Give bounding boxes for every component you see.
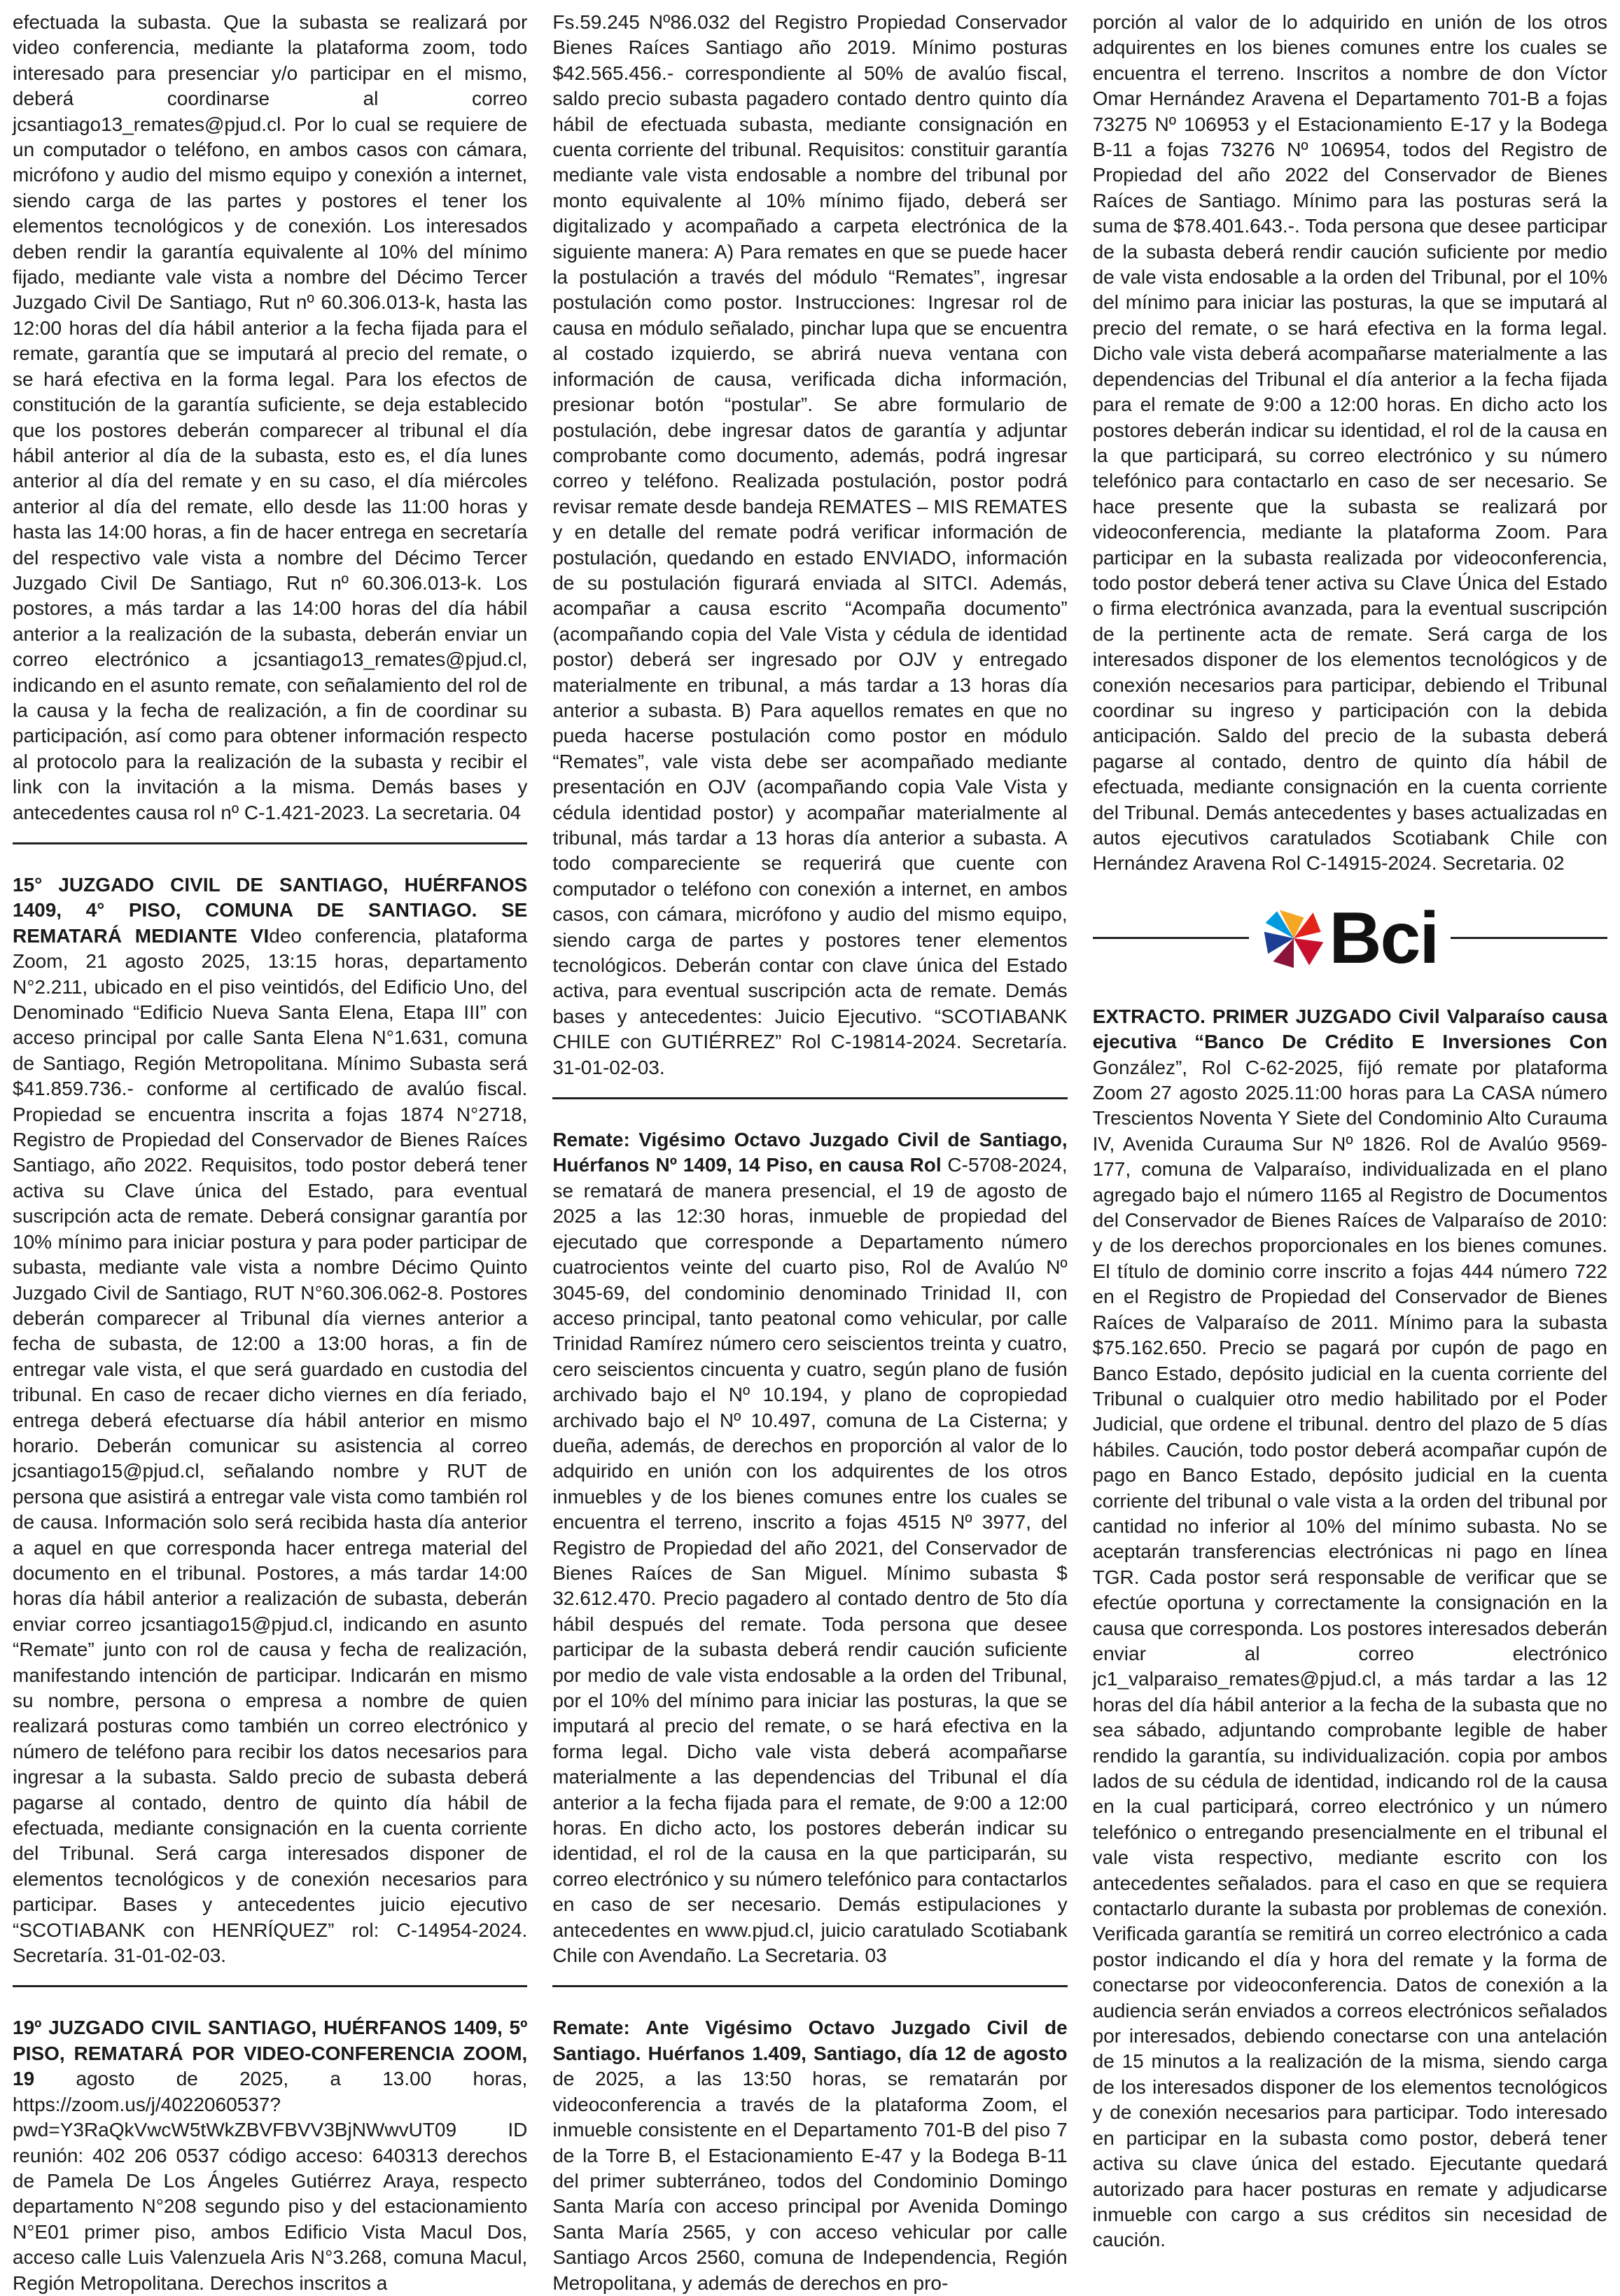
logo-divider-left bbox=[1093, 937, 1250, 939]
notice-body: González”, Rol C-62-2025, fijó remate por plataforma Zoom 27 agosto 2025.11:00 horas para La CASA número Trescientos Noventa Y Siete del Condominio Alto Curauma IV, Avenida Curauma Sur Nº 1826. Rol de Avalúo 9569-177, comuna de Valparaíso, individualizada en el plano agregado bajo el número 1165 al Registro de Documentos del Conservador de Bienes Raíces de Valparaíso de 2010: y de los derechos proporcionales en los bienes comunes. El título de dominio corre inscrito a fojas 444 número 722 en el Registro de Propiedad del Conservador de Bienes Raíces de Valparaíso de 2011. Mínimo para la subasta $75.162.650. Precio se pagará por cupón de pago en Banco Estado, depósito judicial en la cuenta corriente del Tribunal o cualquier otro medio habilitado por el Poder Judicial, que ordene el tribunal. dentro del plazo de 5 días hábiles. Caución, todo postor deberá acompañar cupón de pago en Banco Estado, depósito judicial en la cuenta corriente del tribunal o vale vista a la orden del tribunal por cantidad no inferior al 10% del mínimo subasta. No se aceptarán transferencias electrónicas ni pago en línea TGR. Cada postor será responsable de verificar que se efectúe oportuna y correctamente la consignación en la causa que corresponda. Los postores interesados deberán enviar al correo electrónico jc1_valparaiso_remates@pjud.cl, a más tardar a las 12 horas del día hábil anterior a la fecha de la subasta que no sea sábado, adjuntando comprobante legible de haber rendido la garantía, su individualización. copia por ambos lados de su cédula de identidad, indicando rol de la causa en la cual participará, correo electrónico y un número telefónico o entregando presencialmente en el tribunal el vale vista respectivo, mediante escrito con los antecedentes señalados. para el caso en que se requiera contactarlo durante la subasta por problemas de conexión. Verificada garantía se remitirá un correo electrónico a cada postor indicando el día y hora del remate y la forma de conectarse por videoconferencia. Datos de conexión a la audiencia serán enviados a correos electrónicos señalados por interesados, debiendo conectarse con una antelación de 15 minutos a la realización de la misma, siendo carga de los interesados disponer de los elementos tecnológicos y de conexión necesarios para participar. Todo interesado en participar en la subasta como postor, deberá tener activa su clave única del estado. Ejecutante quedará autorizado para hacer posturas en remate y adjudicarse inmueble con cargo a sus créditos sin necesidad de caución. bbox=[1092, 1056, 1607, 2251]
column-3 bbox=[1092, 10, 1607, 2251]
notice-divider bbox=[13, 842, 527, 844]
notice-heading: EXTRACTO. PRIMER JUZGADO Civil Valparaíso causa ejecutiva “Banco De Crédito E Inversiones Con bbox=[1092, 1005, 1607, 1053]
notice-body: de 2025, a las 13:50 horas, se rematarán por videoconferencia a través de la plataforma Zoom, el inmueble consistente en el Departamento 701-B del piso 7 de la Torre B, el Estacionamiento E-47 y la Bodega B-11 del primer subterráneo, todos del Condominio Domingo Santa María con acceso principal por Avenida Domingo Santa María 2565, y con acceso vehicular por calle Santiago Arcos 2560, comuna de Independencia, Región Metropolitana, y además de derechos en pro- bbox=[552, 2068, 1068, 2294]
column-2 bbox=[552, 10, 1068, 2294]
column-1 bbox=[13, 10, 528, 2294]
notice-28-juzgado-independencia bbox=[552, 2015, 1067, 2295]
notice-28-juzgado-la-cisterna bbox=[552, 1127, 1067, 1968]
logo-divider-right bbox=[1451, 937, 1607, 939]
notice-divider bbox=[13, 1985, 527, 1987]
notice-1-juzgado-valparaiso bbox=[1093, 1004, 1607, 2253]
notice-body: deo conferencia, plataforma Zoom, 21 agosto 2025, 13:15 horas, departamento N°2.211, ubicado en el piso veintidós, del Edificio Uno, del Denominado “Edificio Nueva Santa Elena, Etapa III” con acceso principal por calle Santa Elena N°1.631, comuna de Santiago, Región Metropolitana. Mínimo Subasta será $41.859.736.- conforme al certificado de avalúo fiscal. Propiedad se encuentra inscrita a fojas 1874 N°2718, Registro de Propiedad del Conservador de Bienes Raíces Santiago, año 2022. Requisitos, todo postor deberá tener activa su Clave única del Estado, para eventual suscripción acta de remate. Deberá consignar garantía por 10% mínimo para iniciar postura y para poder participar de subasta, mediante vale vista a nombre Décimo Quinto Juzgado Civil de Santiago, RUT N°60.306.062-8. Postores deberán comparecer al Tribunal día viernes anterior a fecha de subasta, de 12:00 a 13:00 horas, a fin de entregar vale vista, el que será guardado en custodia del tribunal. En caso de recaer dicho viernes en día feriado, entrega deberá efectuarse día hábil anterior en mismo horario. Deberán comunicar su asistencia al correo jcsantiago15@pjud.cl, señalando nombre y RUT de persona que asistirá a entregar vale vista como también rol de causa. Información solo será recibida hasta día anterior a aquel en que corresponda hacer entrega material del documento en el tribunal. Postores, a más tardar 14:00 horas día hábil anterior a realización de subasta, deberán enviar correo jcsantiago15@pjud.cl, indicando en asunto “Remate” junto con rol de causa y fecha de realización, manifestando intención de participar. Indicarán en mismo su nombre, persona o empresa a nombre de quien realizará posturas como también un correo electrónico y número de teléfono para recibir los datos necesarios para ingresar a la subasta. Saldo precio de subasta deberá pagarse al contado, dentro de quinto día hábil de efectuada, mediante consignación en la cuenta corriente del Tribunal. Será carga interesados disponer de elementos tecnológicos y de conexión necesarios para participar. Bases y antecedentes juicio ejecutivo “SCOTIABANK con HENRÍQUEZ” rol: C-14954-2024. Secretaría. 31-01-02-03. bbox=[13, 924, 528, 1967]
notice-15-juzgado bbox=[13, 872, 527, 1968]
notice-19-juzgado bbox=[13, 2015, 527, 2295]
notice-divider bbox=[552, 1097, 1067, 1099]
notice-13-juzgado-continuation bbox=[13, 10, 527, 826]
notice-heading: 19º JUZGADO CIVIL SANTIAGO, HUÉRFANOS 1409, 5º PISO, REMATARÁ POR VIDEO-CONFERENCIA ZOOM, 19 bbox=[13, 2017, 528, 2090]
notice-heading: Remate: Vigésimo Octavo Juzgado Civil de Santiago, Huérfanos Nº 1409, 14 Piso, en causa Rol bbox=[552, 1129, 1068, 1176]
notice-28-juzgado-continuation bbox=[1093, 10, 1607, 877]
notice-heading: 15° JUZGADO CIVIL DE SANTIAGO, HUÉRFANOS 1409, 4° PISO, COMUNA DE SANTIAGO. SE REMATARÁ MEDIANTE VI bbox=[13, 874, 528, 947]
bci-logo-text: Bci bbox=[1329, 897, 1439, 979]
notice-body: C-5708-2024, se rematará de manera presencial, el 19 de agosto de 2025 a las 12:30 horas, inmueble de propiedad del ejecutado que corresponde a Departamento número cuatrocientos veinte del cuarto piso, Rol de Avalúo Nº 3045-69, del condominio denominado Trinidad II, con acceso principal, tanto peatonal como vehicular, por calle Trinidad Ramírez número cero seiscientos treinta y cuatro, cero seiscientos cincuenta y cuatro, según plano de fusión archivado bajo el Nº 10.194, y plano de copropiedad archivado bajo el Nº 10.497, comuna de La Cisterna; y dueña, además, de derechos en proporción al valor de lo adquirido en unión con los adquirentes de los otros inmuebles y de los bienes comunes entre los cuales se encuentra el terreno, inscrito a fojas 4515 Nº 3977, del Registro de Propiedad del año 2021, del Conservador de Bienes Raíces de San Miguel. Mínimo subasta $ 32.612.470. Precio pagadero al contado dentro de 5to día hábil después del remate. Toda persona que desee participar de la subasta deberá rendir caución suficiente por medio de vale vista endosable a la orden del Tribunal, por el 10% del mínimo para iniciar las posturas, la que se imputará al precio del remate, o se hará efectiva en la forma legal. Dicho vale vista deberá acompañarse materialmente a las dependencias del Tribunal el día anterior a la fecha fijada para el remate, de 9:00 a 12:00 horas. En dicho acto, los postores deberán indicar su identidad, el rol de la causa en la que participarán, su correo electrónico y su número telefónico para contactarlos en caso de ser necesario. Demás estipulaciones y antecedentes en www.pjud.cl, juicio caratulado Scotiabank Chile con Avendaño. La Secretaria. 03 bbox=[552, 1154, 1068, 1967]
bci-logo-banner bbox=[1093, 897, 1607, 979]
bci-logo bbox=[1262, 897, 1439, 979]
notice-19-juzgado-continuation bbox=[552, 10, 1067, 1080]
notice-divider bbox=[552, 1985, 1067, 1987]
bci-star-icon bbox=[1262, 906, 1326, 970]
notice-heading: Remate: Ante Vigésimo Octavo Juzgado Civil de Santiago. Huérfanos 1.409, Santiago, día 12 de agosto bbox=[552, 2017, 1068, 2064]
notice-body: porción al valor de lo adquirido en unión de los otros adquirentes en los bienes comunes entre los cuales se encuentra el terreno. Inscritos a nombre de don Víctor Omar Hernández Aravena el Departamento 701-B a fojas 73275 Nº 106953 y el Estacionamiento E-17 y la Bodega B-11 a fojas 73276 Nº 106954, todos del Registro de Propiedad del año 2022 del Conservador de Bienes Raíces de Santiago. Mínimo para las posturas será la suma de $78.401.643.-. Toda persona que desee participar de la subasta deberá rendir caución suficiente por medio de vale vista endosable a la orden del Tribunal, por el 10% del mínimo para iniciar las posturas, la que se imputará al precio del remate, o se hará efectiva en la forma legal. Dicho vale vista deberá acompañarse materialmente a las dependencias del Tribunal el día anterior a la fecha fijada para el remate de 9:00 a 12:00 horas. En dicho acto los postores deberán indicar su identidad, el rol de la causa en la que participará, su correo electrónico y su número telefónico para contactarlo en caso de ser necesario. Se hace presente que la subasta se realizará por videoconferencia, mediante la plataforma Zoom. Para participar en la subasta realizada por videoconferencia, todo postor deberá tener activa su Clave Única del Estado o firma electrónica avanzada, para la eventual suscripción de la pertinente acta de remate. Será carga de los interesados disponer de los elementos tecnológicos y de conexión necesarios para participar, debiendo el Tribunal coordinar su ingreso y participación con la debida anticipación. Saldo del precio de la subasta deberá pagarse al contado, dentro de quinto día hábil de efectuada, mediante consignación en la cuenta corriente del Tribunal. Demás antecedentes y bases actualizadas en autos ejecutivos caratulados Scotiabank Chile con Hernández Aravena Rol C-14915-2024. Secretaria. 02 bbox=[1092, 11, 1607, 875]
notice-body: Fs.59.245 Nº86.032 del Registro Propiedad Conservador Bienes Raíces Santiago año 2019. Mínimo posturas $42.565.456.- correspondiente al 50% de avalúo fiscal, saldo precio subasta pagadero contado dentro quinto día hábil de efectuada subasta, mediante consignación en cuenta corriente del tribunal. Requisitos: constituir garantía mediante vale vista endosable a nombre del tribunal por monto equivalente al 10% mínimo fijado, deberá ser digitalizado y acompañado a carpeta electrónica de la siguiente manera: A) Para remates en que se puede hacer la postulación a través del módulo “Remates”, ingresar postulación como postor. Instrucciones: Ingresar rol de causa en módulo señalado, pinchar lupa que se encuentra al costado izquierdo, se abrirá nueva ventana con información de causa, verificada dicha información, presionar botón “postular”. Se abre formulario de postulación, debe ingresar datos de garantía y adjuntar comprobante como documento, además, podrá ingresar correo y teléfono. Realizada postulación, postor podrá revisar remate desde bandeja REMATES – MIS REMATES y en detalle del remate podrá verificar información de postulación, quedando en estado ENVIADO, información de su postulación figurará enviada al SITCI. Además, acompañar a causa escrito “Acompaña documento” (acompañando copia del Vale Vista y cédula de identidad postor) deberá ser ingresado por OJV y entregado materialmente en tribunal, a más tardar a 13 horas día anterior a subasta. B) Para aquellos remates en que no pueda hacerse postulación como postor en módulo “Remates”, vale vista debe ser acompañado mediante presentación en OJV (acompañando copia Vale Vista y cédula identidad postor) y acompañar materialmente al tribunal, más tardar a 13 horas día anterior a subasta. A todo compareciente se requerirá que cuente con computador o teléfono con conexión a internet, en ambos casos, con cámara, micrófono y audio del mismo equipo, siendo carga de partes y postores tener elementos tecnológicos. Deberán contar con clave única del Estado activa, para eventual suscripción acta de remate. Demás bases y antecedentes: Juicio Ejecutivo. “SCOTIABANK CHILE con GUTIÉRREZ” Rol C-19814-2024. Secretaría. 31-01-02-03. bbox=[552, 11, 1068, 1078]
notice-body: agosto de 2025, a 13.00 horas, https://zoom.us/j/4022060537?pwd=Y3RaQkVwcW5tWkZBVFBVV3BjNWwvUT09 ID reunión: 402 206 0537 código acceso: 640313 derechos de Pamela De Los Ángeles Gutiérrez Araya, respecto departamento N°208 segundo piso y del estacionamiento N°E01 primer piso, ambos Edificio Vista Macul Dos, acceso calle Luis Valenzuela Aris N°3.268, comuna Macul, Región Metropolitana. Derechos inscritos a bbox=[13, 2068, 528, 2294]
notice-body: efectuada la subasta. Que la subasta se realizará por video conferencia, mediante la plataforma zoom, todo interesado para presenciar y/o participar en el mismo, deberá coordinarse al correo jcsantiago13_remates@pjud.cl. Por lo cual se requiere de un computador o teléfono, en ambos casos con cámara, micrófono y audio del mismo equipo y conexión a internet, siendo carga de las partes y postores el tener los elementos tecnológicos y de conexión. Los interesados deben rendir la garantía equivalente al 10% del mínimo fijado, mediante vale vista a nombre del Décimo Tercer Juzgado Civil De Santiago, Rut nº 60.306.013-k, hasta las 12:00 horas del día hábil anterior a la fecha fijada para el remate, garantía que se imputará al precio del remate, o se hará efectiva en la forma legal. Para los efectos de constitución de la garantía suficiente, se deja establecido que los postores deberán comparecer al tribunal el día hábil anterior al día de la subasta, esto es, el día lunes anterior al día del remate y en su caso, el día miércoles anterior al día del remate, ello desde las 11:00 horas y hasta las 14:00 horas, a fin de hacer entrega en secretaría del respectivo vale vista a nombre del Décimo Tercer Juzgado Civil De Santiago, Rut nº 60.306.013-k. Los postores, a más tardar a las 14:00 horas del día hábil anterior a la realización de la subasta, deberán enviar un correo electrónico a jcsantiago13_remates@pjud.cl, indicando en el asunto remate, con señalamiento del rol de la causa y la fecha de realización, a fin de coordinar su participación, así como para obtener información respecto al protocolo para la realización de la subasta y recibir el link con la invitación a la misma. Demás bases y antecedentes causa rol nº C-1.421-2023. La secretaria. 04 bbox=[13, 11, 528, 823]
